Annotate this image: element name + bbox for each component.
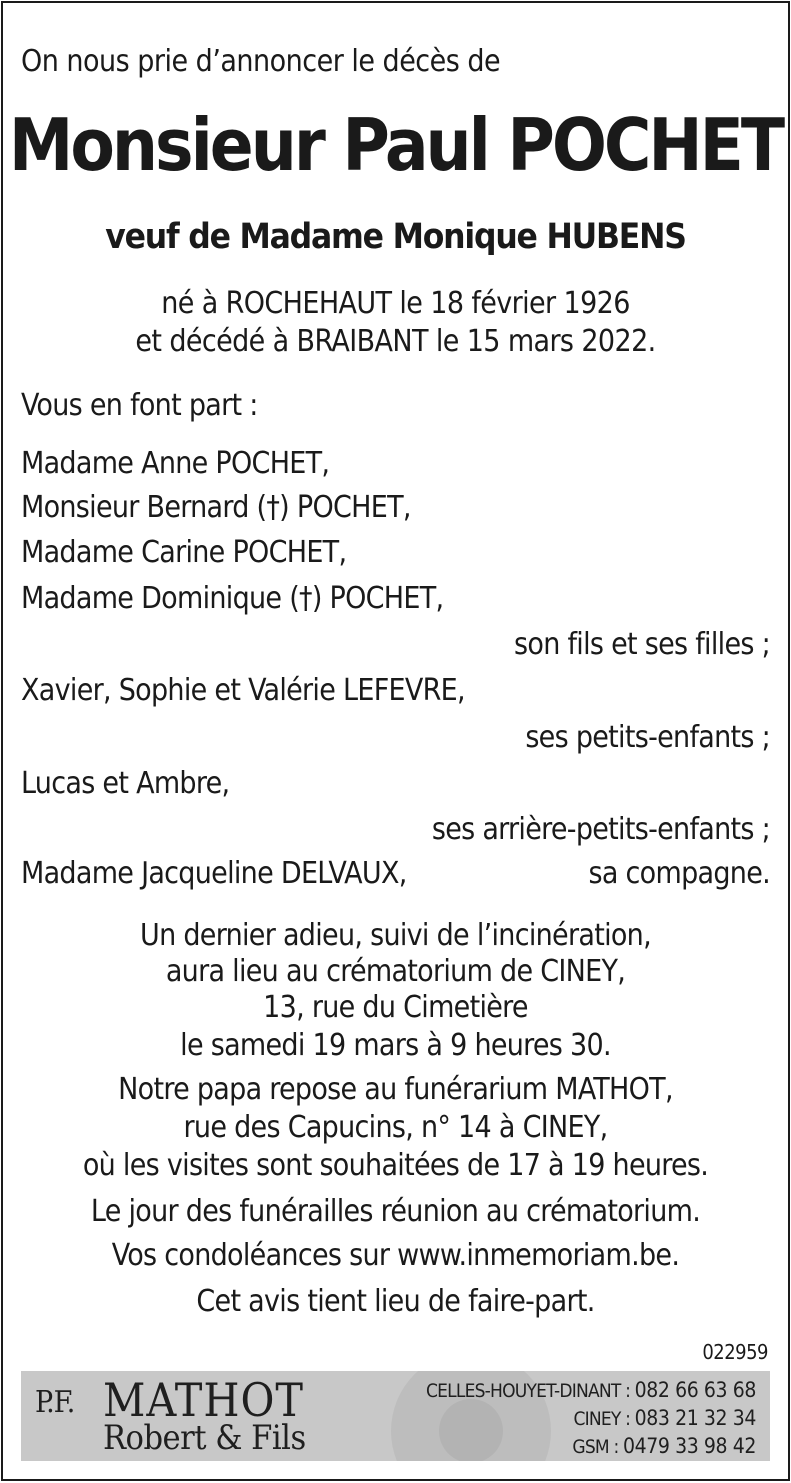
- contact-list: [426, 1377, 756, 1461]
- note-faire-part: Cet avis tient lieu de faire-part.: [196, 1284, 595, 1319]
- family-child-1: Madame Anne POCHET,: [21, 446, 330, 481]
- visitation-line-3: où les visites sont souhaitées de 17 à 19 heures.: [82, 1148, 709, 1183]
- funeral-home-banner: [21, 1371, 770, 1461]
- great-grandchildren-names: Lucas et Ambre,: [21, 766, 230, 801]
- deceased-name: Monsieur Paul POCHET: [8, 103, 783, 187]
- ceremony-line-3: 13, rue du Cimetière: [263, 990, 528, 1025]
- family-child-3: Madame Carine POCHET,: [21, 535, 347, 570]
- note-condolences: Vos condoléances sur www.inmemoriam.be.: [111, 1238, 680, 1273]
- contact-label: CINEY :: [573, 1408, 631, 1430]
- companion-name: Madame Jacqueline DELVAUX,: [21, 856, 407, 891]
- contact-row-gsm: [426, 1433, 756, 1461]
- funeral-home-subtitle: Robert & Fils: [103, 1418, 306, 1458]
- ceremony-line-4: le samedi 19 mars à 9 heures 30.: [180, 1028, 611, 1063]
- funeral-home-name: MATHOT: [103, 1373, 305, 1427]
- ceremony-line-2: aura lieu au crématorium de CINEY,: [165, 954, 626, 989]
- death-line: et décédé à BRAIBANT le 15 mars 2022.: [135, 324, 656, 359]
- contact-label: CELLES-HOUYET-DINANT :: [426, 1380, 631, 1402]
- contact-row-ciney: [426, 1405, 756, 1433]
- visitation-line-2: rue des Capucins, n° 14 à CINEY,: [183, 1110, 608, 1145]
- contact-phone: 083 21 32 34: [634, 1406, 756, 1430]
- widow-of-text: veuf de Madame Monique HUBENS: [105, 217, 686, 257]
- funeral-home-prefix: P.F.: [35, 1385, 75, 1420]
- announce-heading: Vous en font part :: [21, 388, 258, 423]
- contact-label: GSM :: [572, 1436, 619, 1458]
- children-relation: son fils et ses filles ;: [514, 627, 770, 662]
- obituary-notice: [1, 1, 790, 1481]
- great-grandchildren-relation: ses arrière-petits-enfants ;: [431, 812, 770, 847]
- ceremony-line-1: Un dernier adieu, suivi de l’incinération,: [140, 918, 651, 953]
- reference-number: 022959: [702, 1340, 768, 1364]
- family-child-4: Madame Dominique (†) POCHET,: [21, 581, 444, 616]
- contact-phone: 0479 33 98 42: [623, 1434, 756, 1458]
- grandchildren-relation: ses petits-enfants ;: [525, 720, 770, 755]
- birth-line: né à ROCHEHAUT le 18 février 1926: [161, 286, 630, 321]
- note-funeral-meeting: Le jour des funérailles réunion au crématorium.: [90, 1194, 701, 1229]
- contact-phone: 082 66 63 68: [634, 1378, 756, 1402]
- visitation-line-1: Notre papa repose au funérarium MATHOT,: [118, 1072, 673, 1107]
- intro-text: On nous prie d’annoncer le décès de: [21, 44, 501, 79]
- contact-row-celles: [426, 1377, 756, 1405]
- family-child-2: Monsieur Bernard (†) POCHET,: [21, 490, 411, 525]
- companion-relation: sa compagne.: [588, 856, 770, 891]
- grandchildren-names: Xavier, Sophie et Valérie LEFEVRE,: [21, 673, 465, 708]
